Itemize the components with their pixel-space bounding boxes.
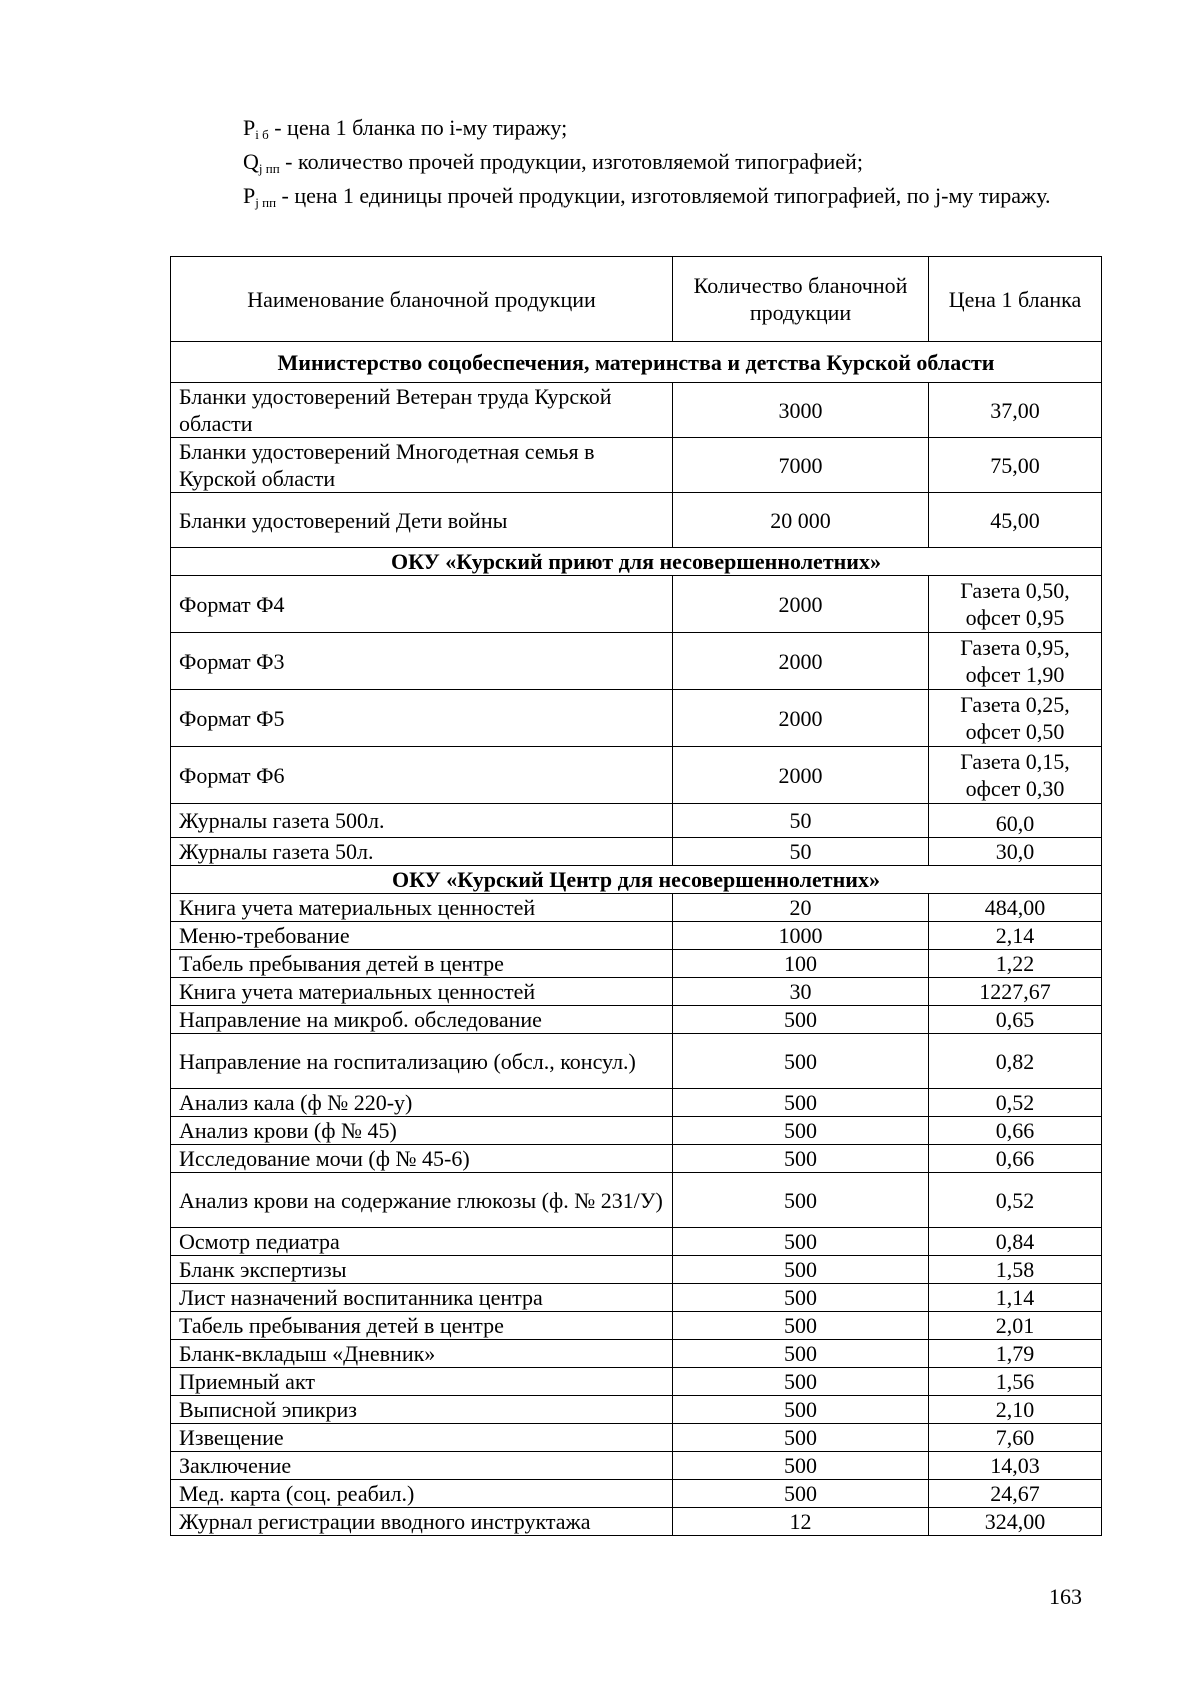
cell-qty: 500 <box>673 1117 929 1145</box>
legend-text: - цена 1 единицы прочей продукции, изготовляемой типографией, по j-му тиражу. <box>276 183 1051 208</box>
cell-qty: 1000 <box>673 922 929 950</box>
price-newsprint: Газета 0,25, <box>960 692 1070 717</box>
cell-name: Извещение <box>171 1424 673 1452</box>
legend-line-price-other <box>172 182 1096 216</box>
cell-price: 324,00 <box>929 1508 1102 1536</box>
cell-qty: 3000 <box>673 383 929 438</box>
cell-name: Анализ кала (ф № 220-у) <box>171 1089 673 1117</box>
cell-price: 1,58 <box>929 1256 1102 1284</box>
cell-name: Бланки удостоверений Дети войны <box>171 493 673 548</box>
price-offset: офсет 1,90 <box>965 662 1065 687</box>
cell-qty: 20 000 <box>673 493 929 548</box>
cell-price: 0,66 <box>929 1117 1102 1145</box>
price-offset: офсет 0,50 <box>965 719 1065 744</box>
cell-price: 30,0 <box>929 838 1102 866</box>
cell-name: Табель пребывания детей в центре <box>171 1312 673 1340</box>
cell-name: Выписной эпикриз <box>171 1396 673 1424</box>
cell-name: Формат Ф3 <box>171 633 673 690</box>
cell-price <box>929 576 1102 633</box>
table-row <box>171 838 1102 866</box>
cell-qty: 7000 <box>673 438 929 493</box>
price-newsprint: Газета 0,50, <box>960 578 1070 603</box>
cell-name: Бланки удостоверений Многодетная семья в Курской области <box>171 438 673 493</box>
table-row <box>171 894 1102 922</box>
cell-qty: 500 <box>673 1340 929 1368</box>
cell-price: 1,22 <box>929 950 1102 978</box>
cell-name: Мед. карта (соц. реабил.) <box>171 1480 673 1508</box>
cell-name: Исследование мочи (ф № 45-6) <box>171 1145 673 1173</box>
header-quantity: Количество бланочной продукции <box>673 257 929 342</box>
table-row <box>171 804 1102 838</box>
cell-qty: 50 <box>673 804 929 838</box>
cell-name: Анализ крови на содержание глюкозы (ф. № 231/У) <box>171 1173 673 1228</box>
cell-name: Осмотр педиатра <box>171 1228 673 1256</box>
cell-price: 75,00 <box>929 438 1102 493</box>
cell-price: 37,00 <box>929 383 1102 438</box>
legend-text: - количество прочей продукции, изготовляемой типографией; <box>279 149 863 174</box>
cell-price: 45,00 <box>929 493 1102 548</box>
table-row <box>171 1006 1102 1034</box>
table-row <box>171 383 1102 438</box>
cell-name: Заключение <box>171 1452 673 1480</box>
cell-qty: 2000 <box>673 747 929 804</box>
legend-line-price-blank <box>172 114 1096 148</box>
cell-name: Анализ крови (ф № 45) <box>171 1117 673 1145</box>
cell-qty: 500 <box>673 1480 929 1508</box>
table-row <box>171 922 1102 950</box>
table-row <box>171 1368 1102 1396</box>
cell-name: Формат Ф5 <box>171 690 673 747</box>
table-row <box>171 1145 1102 1173</box>
symbol: P <box>243 115 256 140</box>
cell-name: Журнал регистрации вводного инструктажа <box>171 1508 673 1536</box>
cell-qty: 500 <box>673 1089 929 1117</box>
cell-qty: 12 <box>673 1508 929 1536</box>
legend-text: - цена 1 бланка по i-му тиражу; <box>268 115 568 140</box>
header-price: Цена 1 бланка <box>929 257 1102 342</box>
table-row <box>171 1452 1102 1480</box>
price-offset: офсет 0,95 <box>965 605 1065 630</box>
section-header <box>171 866 1102 894</box>
cell-qty: 500 <box>673 1145 929 1173</box>
cell-qty: 2000 <box>673 690 929 747</box>
cell-price: 0,65 <box>929 1006 1102 1034</box>
legend-line-qty-other <box>172 148 1096 182</box>
cell-name: Бланк-вкладыш «Дневник» <box>171 1340 673 1368</box>
table-row <box>171 1396 1102 1424</box>
subscript: i б <box>255 127 269 142</box>
table-row <box>171 1480 1102 1508</box>
section-header <box>171 548 1102 576</box>
table-row <box>171 1117 1102 1145</box>
cell-price <box>929 747 1102 804</box>
cell-price: 1,14 <box>929 1284 1102 1312</box>
cell-price <box>929 633 1102 690</box>
cell-price: 0,84 <box>929 1228 1102 1256</box>
cell-qty: 2000 <box>673 576 929 633</box>
price-newsprint: Газета 0,95, <box>960 635 1070 660</box>
cell-qty: 30 <box>673 978 929 1006</box>
cell-price: 60,0 <box>929 804 1102 838</box>
cell-name: Приемный акт <box>171 1368 673 1396</box>
cell-price: 0,52 <box>929 1089 1102 1117</box>
table-row <box>171 1508 1102 1536</box>
cell-price: 0,82 <box>929 1034 1102 1089</box>
cell-price: 14,03 <box>929 1452 1102 1480</box>
table-row <box>171 1340 1102 1368</box>
cell-price: 2,10 <box>929 1396 1102 1424</box>
price-newsprint: Газета 0,15, <box>960 749 1070 774</box>
table-row <box>171 950 1102 978</box>
cell-qty: 500 <box>673 1396 929 1424</box>
cell-qty: 20 <box>673 894 929 922</box>
cell-price <box>929 690 1102 747</box>
cell-qty: 500 <box>673 1424 929 1452</box>
cell-price: 2,14 <box>929 922 1102 950</box>
cell-qty: 500 <box>673 1452 929 1480</box>
cell-qty: 500 <box>673 1034 929 1089</box>
cell-price: 7,60 <box>929 1424 1102 1452</box>
cell-name: Направление на микроб. обследование <box>171 1006 673 1034</box>
table-row <box>171 1424 1102 1452</box>
formula-legend <box>172 114 1096 216</box>
cell-name: Бланк экспертизы <box>171 1256 673 1284</box>
cell-name: Лист назначений воспитанника центра <box>171 1284 673 1312</box>
cell-price: 1,79 <box>929 1340 1102 1368</box>
table-row <box>171 1173 1102 1228</box>
cell-qty: 500 <box>673 1368 929 1396</box>
table-row <box>171 1312 1102 1340</box>
section-header <box>171 342 1102 383</box>
cell-name: Журналы газета 50л. <box>171 838 673 866</box>
cell-qty: 50 <box>673 838 929 866</box>
cell-name: Табель пребывания детей в центре <box>171 950 673 978</box>
table-row <box>171 1228 1102 1256</box>
cell-name: Меню-требование <box>171 922 673 950</box>
cell-qty: 100 <box>673 950 929 978</box>
cell-qty: 500 <box>673 1312 929 1340</box>
cell-name: Журналы газета 500л. <box>171 804 673 838</box>
page-number: 163 <box>1049 1584 1082 1609</box>
header-name: Наименование бланочной продукции <box>171 257 673 342</box>
cell-name: Формат Ф6 <box>171 747 673 804</box>
cell-name: Направление на госпитализацию (обсл., консул.) <box>171 1034 673 1089</box>
table-row <box>171 978 1102 1006</box>
table-row <box>171 1089 1102 1117</box>
table-row <box>171 438 1102 493</box>
cell-qty: 500 <box>673 1228 929 1256</box>
cell-price: 2,01 <box>929 1312 1102 1340</box>
table-row <box>171 1034 1102 1089</box>
cell-qty: 500 <box>673 1006 929 1034</box>
cell-price: 24,67 <box>929 1480 1102 1508</box>
table-header-row <box>171 257 1102 342</box>
table-row <box>171 690 1102 747</box>
symbol: P <box>243 183 256 208</box>
table-row <box>171 493 1102 548</box>
cell-name: Книга учета материальных ценностей <box>171 894 673 922</box>
cell-price: 484,00 <box>929 894 1102 922</box>
table-row <box>171 633 1102 690</box>
section-title: Министерство соцобеспечения, материнства и детства Курской области <box>171 342 1102 383</box>
cell-qty: 2000 <box>673 633 929 690</box>
cell-qty: 500 <box>673 1173 929 1228</box>
section-title: ОКУ «Курский приют для несовершеннолетних» <box>171 548 1102 576</box>
table-row <box>171 1284 1102 1312</box>
table-row <box>171 1256 1102 1284</box>
subscript: j пп <box>255 195 277 210</box>
cell-price: 0,66 <box>929 1145 1102 1173</box>
cell-name: Формат Ф4 <box>171 576 673 633</box>
cell-qty: 500 <box>673 1256 929 1284</box>
blank-products-table <box>170 256 1102 1536</box>
cell-price: 1227,67 <box>929 978 1102 1006</box>
cell-price: 0,52 <box>929 1173 1102 1228</box>
cell-price: 1,56 <box>929 1368 1102 1396</box>
cell-name: Книга учета материальных ценностей <box>171 978 673 1006</box>
section-title: ОКУ «Курский Центр для несовершеннолетних» <box>171 866 1102 894</box>
cell-name: Бланки удостоверений Ветеран труда Курской области <box>171 383 673 438</box>
subscript: j пп <box>258 161 280 176</box>
table-row <box>171 747 1102 804</box>
table-row <box>171 576 1102 633</box>
symbol: Q <box>243 149 259 174</box>
cell-qty: 500 <box>673 1284 929 1312</box>
price-offset: офсет 0,30 <box>965 776 1065 801</box>
